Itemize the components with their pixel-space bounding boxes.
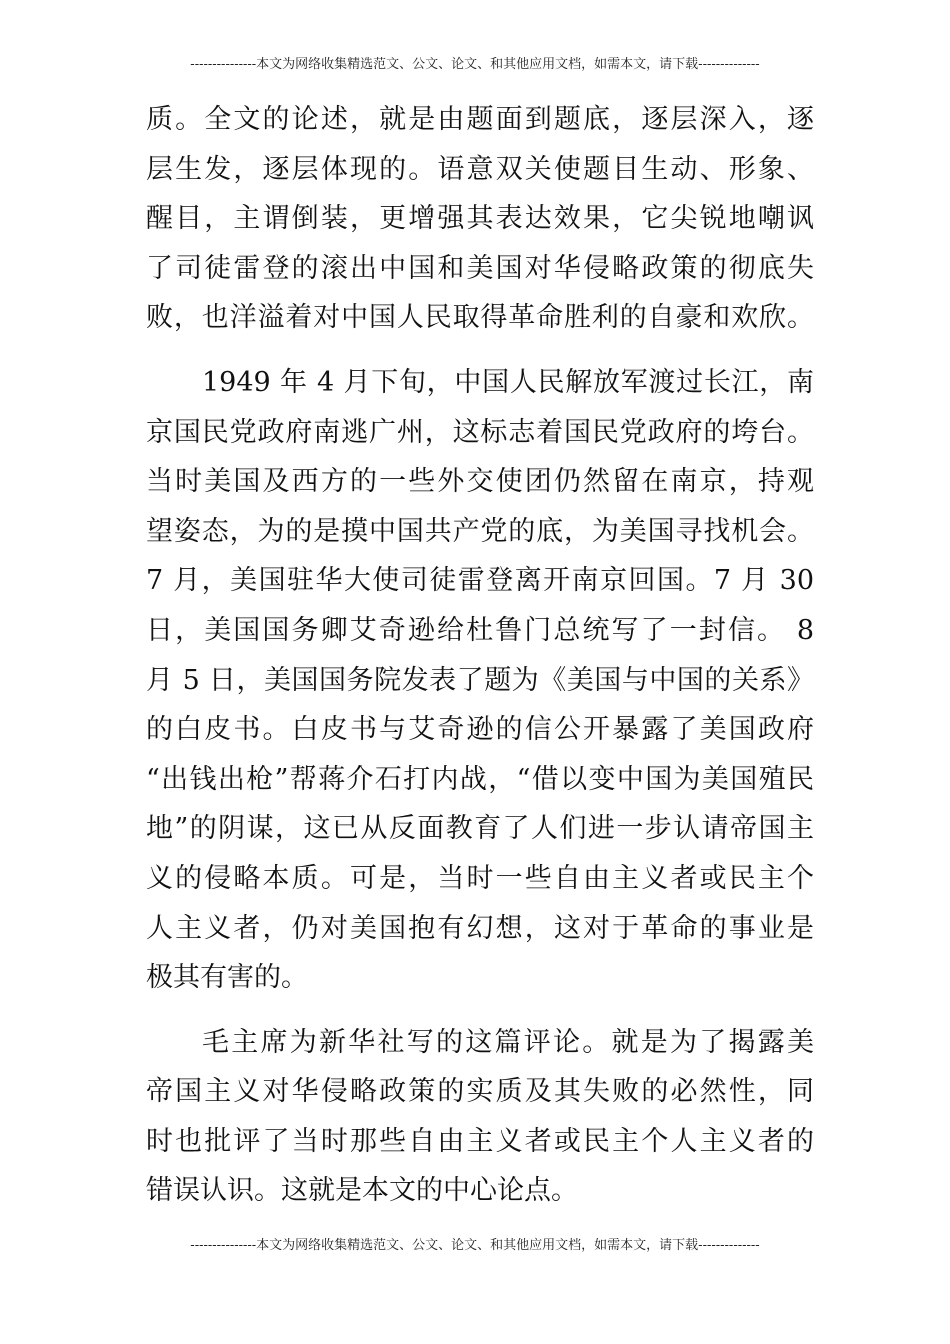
text-line: 层生发，逐层体现的。语意双关使题目生动、形象、: [146, 153, 814, 185]
paragraph: [146, 95, 814, 343]
text-line: 毛主席为新华社写的这篇评论。就是为了揭露美: [202, 1026, 814, 1058]
text-line: 错误认识。这就是本文的中心论点。: [146, 1175, 578, 1207]
text-line: 当时美国及西方的一些外交使团仍然留在南京，持观: [146, 466, 814, 498]
text-line: 1949 年 4 月下旬，中国人民解放军渡过长江，南: [202, 366, 814, 398]
text-line: 地”的阴谋，这已从反面教育了人们进一步认请帝国主: [146, 813, 814, 845]
text-line: 质。全文的论述，就是由题面到题底，逐层深入，逐: [146, 104, 814, 135]
paragraph: [146, 358, 814, 1003]
text-line: 帝国主义对华侵略政策的实质及其失败的必然性，同: [146, 1076, 814, 1108]
text-line: “出钱出枪”帮蒋介石打内战，“借以变中国为美国殖民: [146, 763, 814, 795]
text-line: 望姿态，为的是摸中国共产党的底，为美国寻找机会。: [146, 515, 814, 547]
paragraph: [146, 1018, 814, 1216]
footer-banner: ---------------本文为网络收集精选范文、公文、论文、和其他应用文档，如需本文，请下载--------------: [190, 1238, 760, 1253]
text-line: 的白皮书。白皮书与艾奇逊的信公开暴露了美国政府: [146, 714, 814, 746]
text-line: 极其有害的。: [146, 962, 308, 994]
text-line: 人主义者，仍对美国抱有幻想，这对于革命的事业是: [146, 912, 814, 944]
text-line: 义的侵略本质。可是，当时一些自由主义者或民主个: [146, 862, 814, 894]
text-line: 月 5 日，美国国务院发表了题为《美国与中国的关系》: [146, 664, 814, 696]
text-line: 7 月，美国驻华大使司徒雷登离开南京回国。7 月 30: [146, 565, 814, 597]
text-line: 醒目，主谓倒装，更增强其表达效果，它尖锐地嘲讽: [146, 203, 814, 235]
text-line: 败，也洋溢着对中国人民取得革命胜利的自豪和欢欣。: [146, 302, 814, 334]
text-line: 了司徒雷登的滚出中国和美国对华侵略政策的彻底失: [146, 252, 814, 284]
text-line: 京国民党政府南逃广州，这标志着国民党政府的垮台。: [146, 416, 814, 448]
text-line: 日，美国国务卿艾奇逊给杜鲁门总统写了一封信。 8: [146, 614, 814, 646]
document-body: [146, 95, 814, 1216]
text-line: 时也批评了当时那些自由主义者或民主个人主义者的: [146, 1125, 814, 1157]
header-banner: ---------------本文为网络收集精选范文、公文、论文、和其他应用文档，如需本文，请下载--------------: [190, 57, 760, 72]
